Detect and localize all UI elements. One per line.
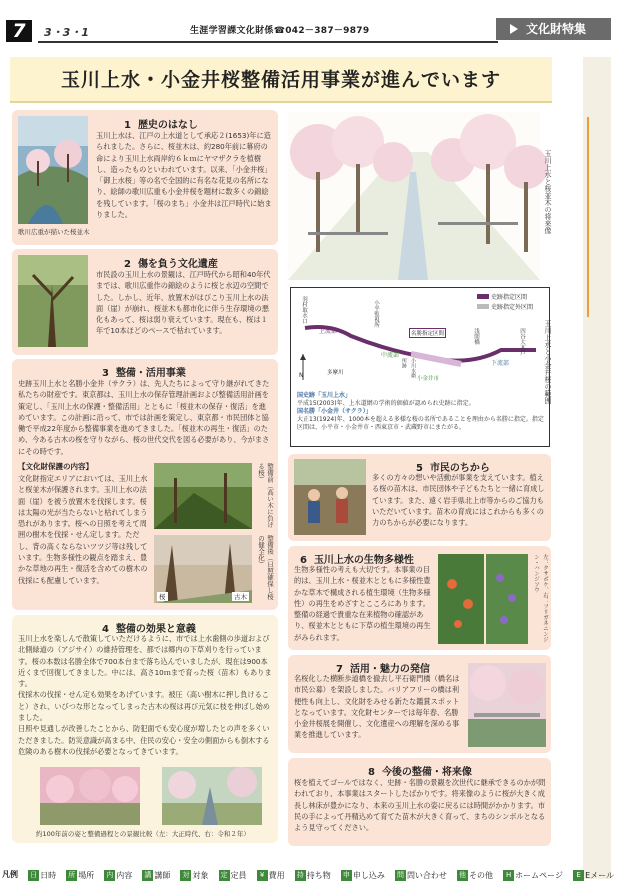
woodblock-print-image <box>18 116 88 224</box>
legend-item <box>219 870 247 881</box>
wildflower-photo-left <box>438 554 484 644</box>
section-8-number: 8 <box>368 767 375 778</box>
map-notes <box>297 392 545 432</box>
section-3-number: 3 <box>102 368 109 379</box>
legend-item <box>573 870 614 881</box>
legend-text: 場所 <box>78 871 95 880</box>
legend-item <box>180 870 208 881</box>
legend-icon: 申 <box>342 871 350 879</box>
legend-text: 講師 <box>154 871 171 880</box>
next-page-strip <box>583 57 611 879</box>
legend-icon: 日 <box>30 871 38 879</box>
section-5-heading: 市民のちから <box>429 463 490 474</box>
label-sakura: 桜 <box>159 593 166 601</box>
section-5-card <box>288 454 551 541</box>
route-map <box>290 287 550 447</box>
section-6-caption: 左：クサボケ、右：フリガネニンジン・ハンジソウ <box>533 554 548 642</box>
citizen-planting-photo <box>294 459 366 535</box>
legend-item <box>28 870 56 881</box>
after-caption: 整備後（日照確保し桜の健全化） <box>257 535 274 600</box>
legend-text: 内容 <box>116 871 133 880</box>
department-contact: 生涯学習課文化財係☎042－387－9879 <box>190 26 370 36</box>
legend-icon: 対 <box>182 871 190 879</box>
section-6-body: 生物多様性の考えも大切です。本事業の目的は、玉川上水・桜並木とともに多様性豊かな草木で構成される植生環境（生物多様性）の再生をめざすとこころにあります。整備の経過で貴重な在来植物の確認があり、桜並木とともに下草の植生環境の再生がみられます。 <box>294 565 431 642</box>
section-4-number: 4 <box>102 624 109 635</box>
taisho-era-photo <box>40 767 140 825</box>
before-maintenance-photo <box>154 463 252 529</box>
section-7-body: 名桜化した横断歩道橋を撤去し平石衛門橋（橋名は市民公募）を架設しました。バリアフリーの橋は利便性も向上し、文化財をみせる新たな鑑賞スポットとなっています。文化財センターでは毎年春、名勝小金井桜展を開催し、文化遺産への理解を深める事業を推進しています。 <box>294 674 460 740</box>
bridge-photo <box>468 663 546 747</box>
section-3-title <box>102 364 186 379</box>
place-midstream: 中流部 <box>381 352 400 359</box>
wildflower-photo-right <box>486 554 528 644</box>
page-header <box>0 0 611 46</box>
damaged-cherry-tree-photo <box>18 255 88 347</box>
page-title: 玉川上水・小金井桜整備活用事業が進んでいます <box>60 69 501 91</box>
section-2-card <box>12 249 278 355</box>
north-arrow: N <box>299 372 304 379</box>
legend-item <box>257 870 285 881</box>
legend-icon: 講 <box>144 871 152 879</box>
legend-text: 対象 <box>192 871 209 880</box>
section-4-body: 玉川上水を楽しんで散策していただけるように、市では上水歯側の歩道および北側緑道の（アジサイ）の維持管理を、都では郷内の下草刈りを行っています。桜の本数は名勝全体で700本台まで落ち込んでいましたが、現在は900本近くまで回復してきました。中には、高さ10ｍまで育った桜（苗木）もあります。 伐採木の伐採・せん定も効果をあげています。被圧（高い樹木に押し負けること）され、いびつな形となってしまった古木の桜は再び元気に枝を伸ばし始めました。 日照や見通しが改善したことから、防犯面でも安心度が増したとの声を多くいただきました。防災意識が高まる中、住民の安心・安全の側面からも倒木する危険のある樹木の伐採が必要となってきています。 <box>18 634 272 756</box>
section-8-body: 桜を植えてゴールではなく、史跡・名勝の景観を次世代に継承できるのかが問われており、本事業はスタートしたばかりです。将来像のように桜が大きく成長し林床が豊かになり、本来の玉川上水の姿に戻るには時間がかかります。市民の手によって丹精込めて育てた苗木が大きく育って、まちのシンボルとなるよう見守ってください。 <box>294 778 546 833</box>
legend-text: 持ち物 <box>306 871 331 880</box>
note-body-2: 大正13(1924)年、1000本を超える多様な桜の名所であることを理由から名勝に指定。指定区間は、小平市・小金井市・西東京市・武蔵野市にまたがる。 <box>297 416 544 431</box>
section-4-heading: 整備の効果と意義 <box>115 624 196 635</box>
legend-icon: 持 <box>296 871 304 879</box>
legend-label: 凡例 <box>2 870 18 879</box>
place-downstream: 下流部 <box>491 360 510 367</box>
section-2-body: 市民設の玉川上水の景観は、江戸時代から昭和40年代までは、歌川広重作の錦絵のように桜と水辺の空間でした。しかし、近年、放置木がはびこり玉川上水の法面（崖）が崩れ、桜並木も都市化に伴う生存環境の悪化もあって、桜は弱り衰えています。現在も、桜は１年で10本ほどのペースで枯れています。 <box>96 270 271 336</box>
legend-icon: 定 <box>220 871 228 879</box>
legend-designated: 史跡指定区間 <box>491 294 528 301</box>
section-1-body: 玉川上水は、江戸の上水道として承応２(1653)年に造られました。さらに、桜並木は、約280年前に幕府の命により玉川上水両岸約６ｋｍにヤマザクラを植樹し、造ったものといわれています。以来、「小金井桜」「御上水桜」等の名で全国的に有名な花見の名所になり、絵師の歌川広重も小金井桜を題材に数多くの錦絵を残しています。「桜のまち」小金井は江戸時代に始まりました。 <box>96 131 272 220</box>
legend-text: 定員 <box>230 871 247 880</box>
section-6-heading: 玉川上水の生物多様性 <box>313 555 414 566</box>
section-4-card <box>12 615 278 843</box>
map-vertical-caption: 玉川上水と小金井桜の範囲 <box>544 320 552 404</box>
legend-item <box>104 870 132 881</box>
legend-text: ホームページ <box>515 871 563 880</box>
illustration-caption: 玉川上水と桜並木の将来像 <box>544 150 552 234</box>
legend-row <box>2 862 619 881</box>
place-tamagawa: 多摩川 <box>327 370 344 376</box>
section-2-title <box>124 255 218 270</box>
place-scenic-section: 名勝指定区間 <box>409 328 446 338</box>
section-7-number: 7 <box>336 664 343 675</box>
legend-icon: 問 <box>396 871 404 879</box>
section-4-caption: 約100年前の姿と整備過程との景観比較（左：大正時代、右：令和２年） <box>36 830 250 838</box>
legend-text: Eメール <box>585 871 614 880</box>
place-upstream: 上流部 <box>319 328 338 335</box>
legend-text: その他 <box>469 871 494 880</box>
feature-tag: 文化財特集 <box>496 18 611 40</box>
legend-icon: 所 <box>68 871 76 879</box>
legend-item <box>457 870 493 881</box>
section-3-card <box>12 359 278 610</box>
section-1-card <box>12 110 278 245</box>
section-5-body: 多くの方々の想いや活動が事業を支えています。植える桜の苗木は、市民団体や子どもたちと一緒に育成しています。また、遠く岩手県北上市等からのご協力もいただいています。苗木の育成にはこれからも多くの力のちからが必要になります。 <box>372 473 545 528</box>
legend-item <box>503 870 563 881</box>
legend-text: 問い合わせ <box>406 871 447 880</box>
legend-text: 申し込み <box>352 871 385 880</box>
legend-bar <box>0 858 614 880</box>
section-2-number: 2 <box>124 259 131 270</box>
legend-item <box>66 870 94 881</box>
section-8-card <box>288 758 551 846</box>
section-3-subtitle: 【文化財保護の内容】 <box>18 462 93 471</box>
section-5-number: 5 <box>416 463 423 474</box>
section-7-card <box>288 655 551 753</box>
place-ogawa: 小川水衛所跡 <box>401 358 416 378</box>
place-hamura: 羽村取水口 <box>301 296 307 324</box>
place-koganei: 小金井市 <box>417 376 440 382</box>
section-8-title <box>368 763 472 778</box>
header-rule <box>38 41 498 43</box>
legend-icon: ¥ <box>257 870 268 881</box>
legend-text: 日時 <box>40 871 57 880</box>
before-caption: 整備前（高い木に負ける桜） <box>257 463 274 528</box>
section-3-heading: 整備・活用事業 <box>115 368 186 379</box>
section-1-caption: 歌川広重が描いた桜並木 <box>18 228 90 236</box>
issue-date: 3・3・1 <box>44 26 89 39</box>
note-title-1: 国史跡「玉川上水」 <box>297 392 352 399</box>
page-number: 7 <box>6 20 32 42</box>
note-body-1: 平成15(2003)年、上水道網の学術的価値が認められ史跡に指定。 <box>297 400 475 407</box>
legend-item <box>341 870 385 881</box>
place-kodaira: 小平監視所 <box>373 300 379 328</box>
section-2-heading: 傷を負う文化遺産 <box>137 259 218 270</box>
place-yotsuya: 四谷大木戸 <box>519 328 525 356</box>
legend-undesignated: 史跡指定外区間 <box>491 304 534 311</box>
label-old-tree: 古木 <box>234 593 247 601</box>
legend-icon: H <box>503 870 514 881</box>
section-7-heading: 活用・魅力の発信 <box>349 664 430 675</box>
legend-item <box>395 870 447 881</box>
section-1-heading: 歴史のはなし <box>137 120 198 131</box>
legend-item <box>142 870 170 881</box>
section-1-number: 1 <box>124 120 131 131</box>
legend-icon: 他 <box>459 871 467 879</box>
legend-icon: E <box>573 870 584 881</box>
place-sengen: 浅間橋 <box>473 328 479 345</box>
legend-icon: 内 <box>106 871 114 879</box>
section-6-card <box>288 546 551 650</box>
legend-item <box>295 870 331 881</box>
section-3-subbody: 文化財指定エリアにおいては、玉川上水と桜並木が保護されます。玉川上水の法面（崖）を被う放置木を伐採します。桜は太陽の光が当たらないと枯れてしまう恐れがあります。桜への日照を考えて周囲の樹木を伐採・せん定します。ただし、背の高くならないツツジ等は残しています。生物多様性の観点を踏まえ、豊かな草地の再生・復活を含めての樹木の伐採にも配慮しています。 <box>18 474 148 585</box>
legend-text: 費用 <box>268 871 285 880</box>
note-title-2: 国名勝「小金井（サクラ）」 <box>297 408 372 415</box>
section-8-heading: 今後の整備・将来像 <box>381 767 472 778</box>
section-1-title <box>124 116 198 131</box>
section-3-body: 史跡玉川上水と名勝小金井（サクラ）は、先人たちによって守り継がれてきた私たちの財産です。東京都は、玉川上水の保存管理計画および整備活用計画を策定し、「玉川上水の保護・整備活用」とともに「桜並木の保存・復活」を進めています。この計画に沿って、市では計画を策定し、東京都・市民団体と協働で平成22年度から整備事業を進めてきました。「桜並木の再生・復活」のため、今ある古木の桜を守りながら、桜の世代交代を図る必要があり、今がまさにその時です。 <box>18 379 270 456</box>
future-landscape-illustration <box>288 112 540 280</box>
reiwa-era-photo <box>162 767 262 825</box>
section-6-number: 6 <box>300 555 307 566</box>
